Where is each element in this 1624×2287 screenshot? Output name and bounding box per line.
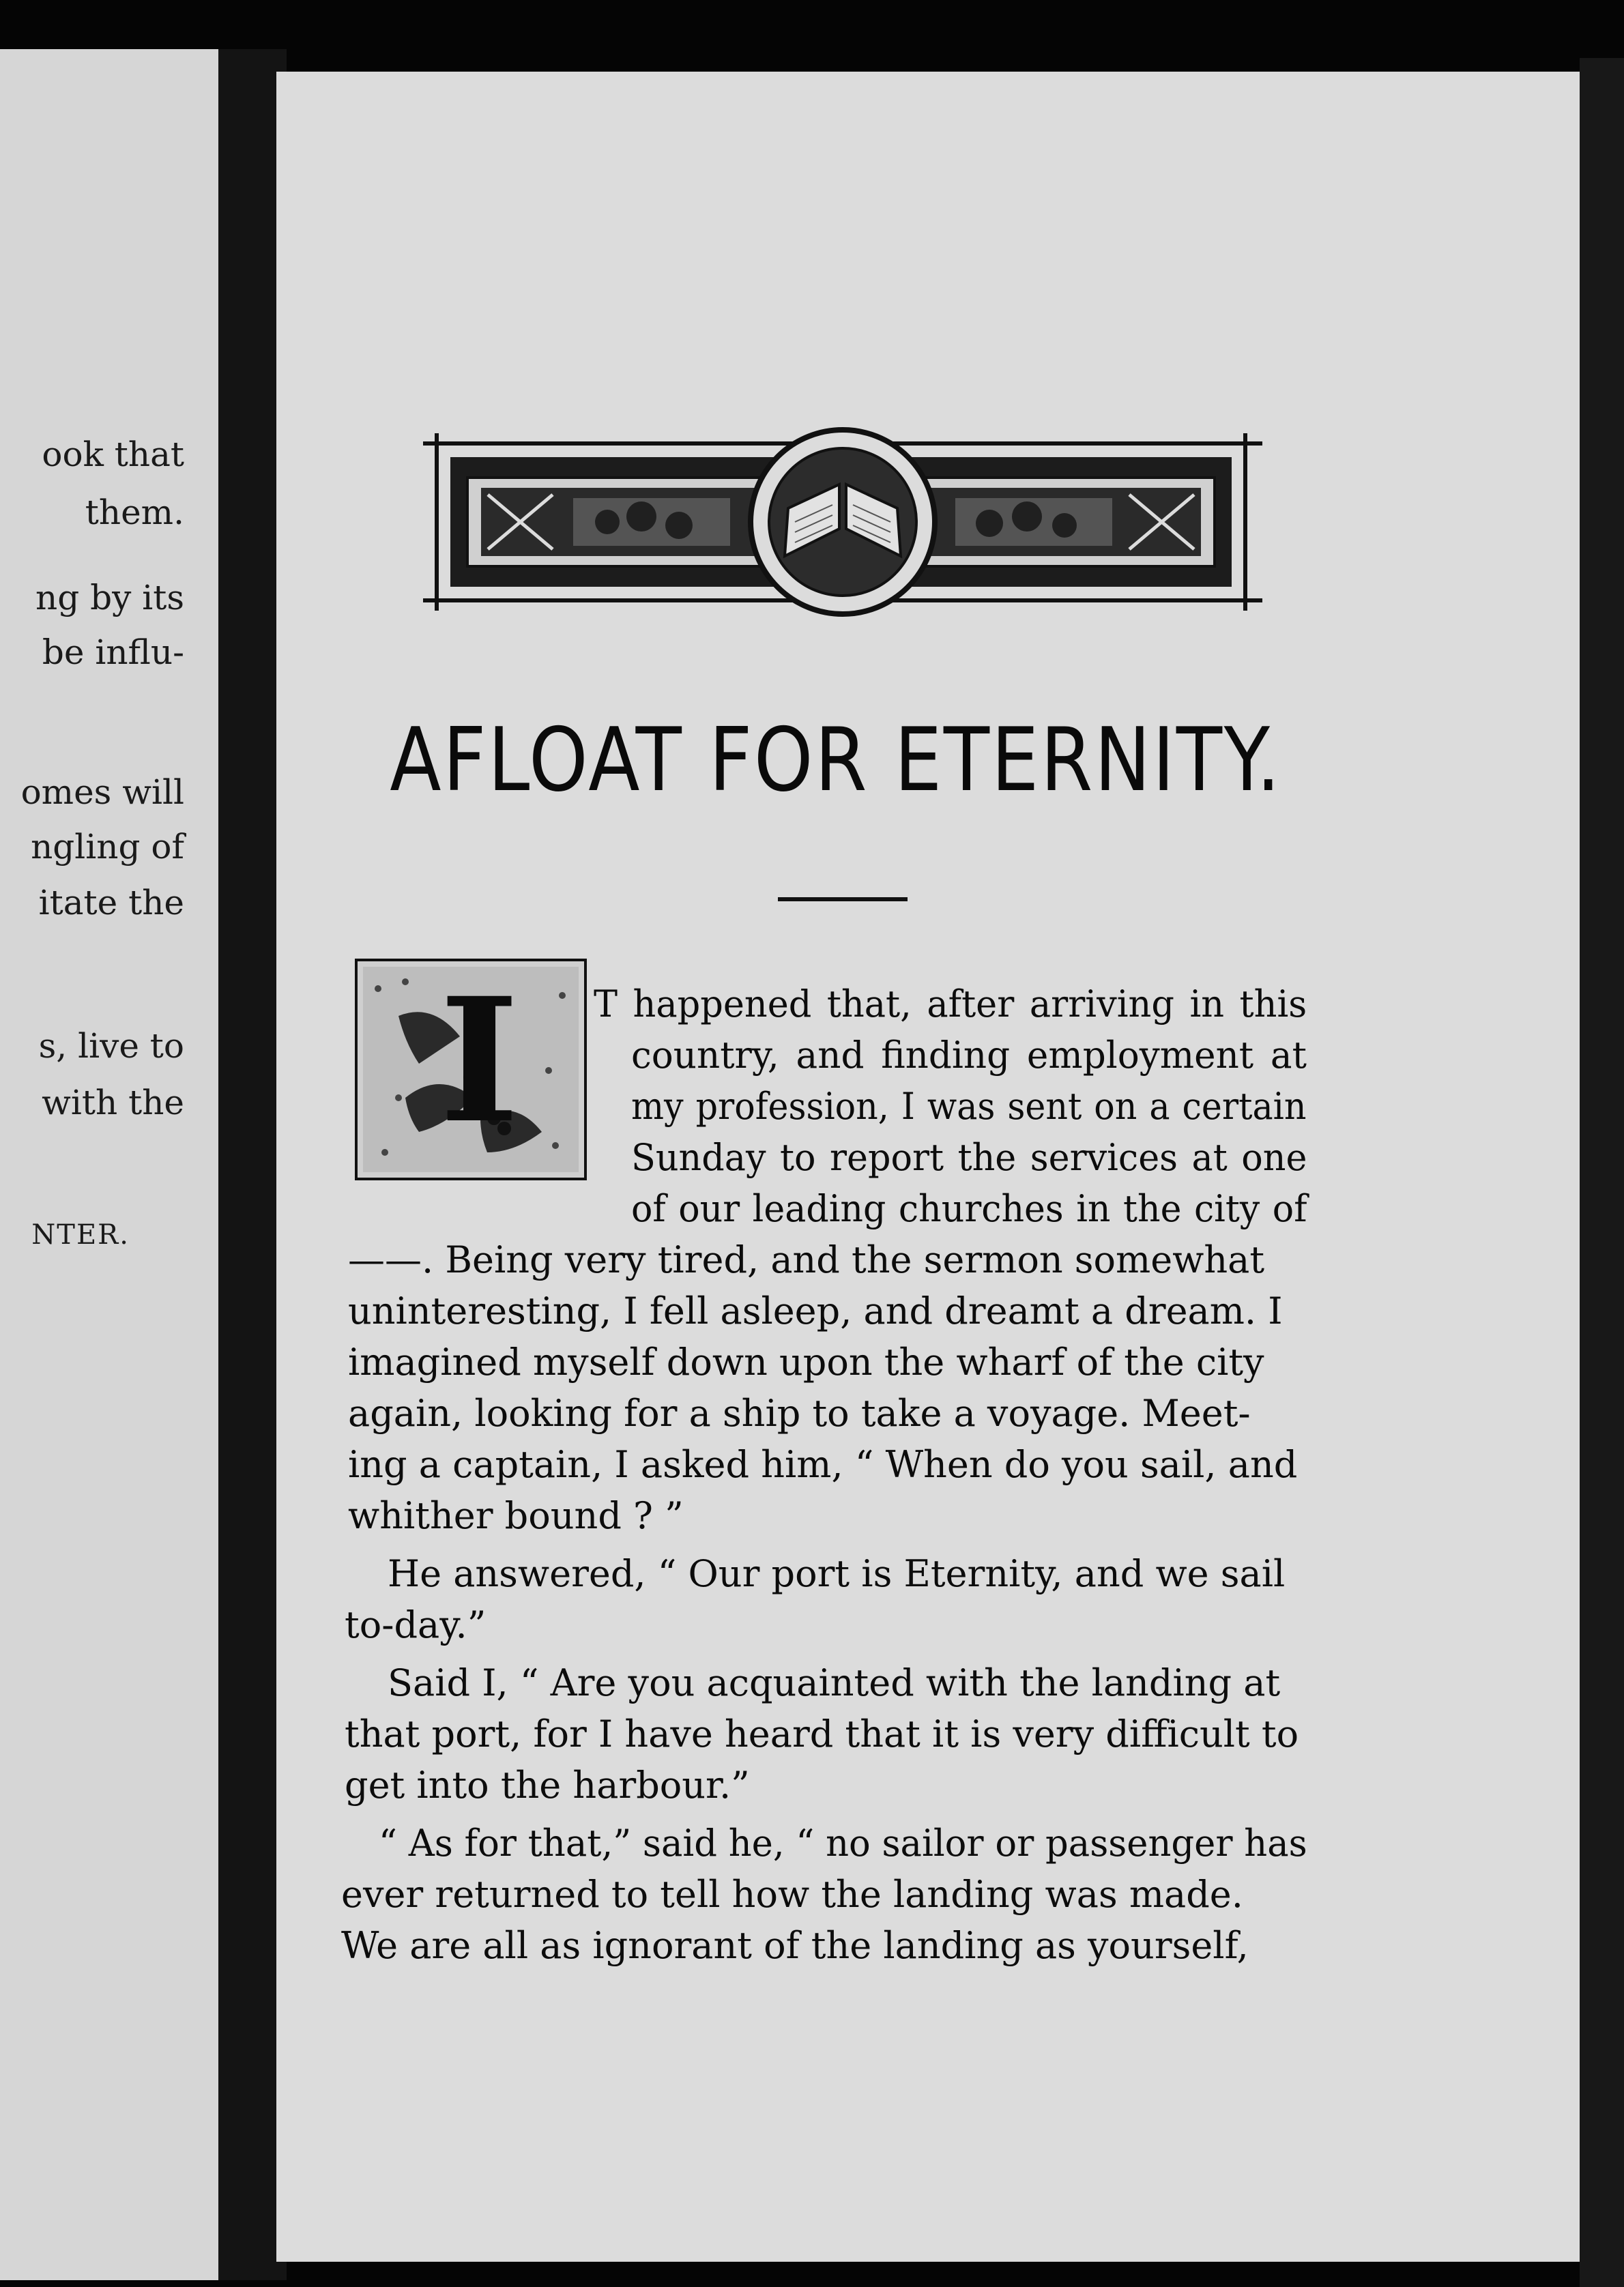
body-line: He answered, “ Our port is Eternity, and we sail	[388, 1552, 1286, 1595]
body-line: uninteresting, I fell asleep, and dreamt a dream. I	[348, 1290, 1283, 1332]
chapter-title: AFLOAT FOR ETERNITY.	[390, 710, 1282, 811]
page-edge	[1580, 58, 1624, 2287]
body-line: that port, for I have heard that it is very difficult to	[345, 1713, 1299, 1756]
body-line: whither bound ? ”	[348, 1494, 684, 1537]
body-line: T happened that, after arriving in this	[594, 982, 1307, 1025]
body-line: ——. Being very tired, and the sermon somewhat	[348, 1238, 1265, 1281]
left-page-line: ng by its	[35, 578, 184, 617]
left-page-signature: NTER.	[31, 1219, 130, 1251]
book-headpiece-ornament	[416, 420, 1269, 624]
body-line: of our leading churches in the city of	[631, 1187, 1307, 1230]
left-page-line: them.	[85, 493, 184, 532]
left-page-line: itate the	[38, 883, 184, 922]
body-line: We are all as ignorant of the landing as yourself,	[341, 1924, 1249, 1967]
body-line: get into the harbour.”	[345, 1764, 750, 1807]
body-line: “ As for that,” said he, “ no sailor or passenger has	[379, 1822, 1307, 1865]
left-page-line: be influ-	[42, 632, 184, 672]
body-line: Sunday to report the services at one	[631, 1136, 1307, 1179]
body-line: again, looking for a ship to take a voyage. Meet-	[348, 1392, 1251, 1435]
left-page-line: s, live to	[38, 1026, 184, 1066]
body-line: imagined myself down upon the wharf of the city	[348, 1341, 1264, 1384]
left-page-line: omes will	[20, 772, 184, 812]
title-rule	[778, 897, 908, 901]
body-line: country, and finding employment at	[631, 1034, 1307, 1077]
drop-cap	[355, 959, 587, 1180]
left-page	[0, 49, 218, 2280]
left-page-line: ook that	[42, 435, 184, 474]
body-line: to-day.”	[345, 1603, 487, 1646]
body-line: Said I, “ Are you acquainted with the landing at	[388, 1661, 1281, 1704]
body-line: ever returned to tell how the landing was made.	[341, 1873, 1243, 1916]
left-page-line: with the	[42, 1083, 184, 1122]
body-line: ing a captain, I asked him, “ When do you sail, and	[348, 1443, 1298, 1486]
drop-cap-letter: I	[439, 960, 519, 1161]
body-line: my profession, I was sent on a certain	[631, 1085, 1307, 1128]
left-page-line: ngling of	[31, 827, 184, 866]
